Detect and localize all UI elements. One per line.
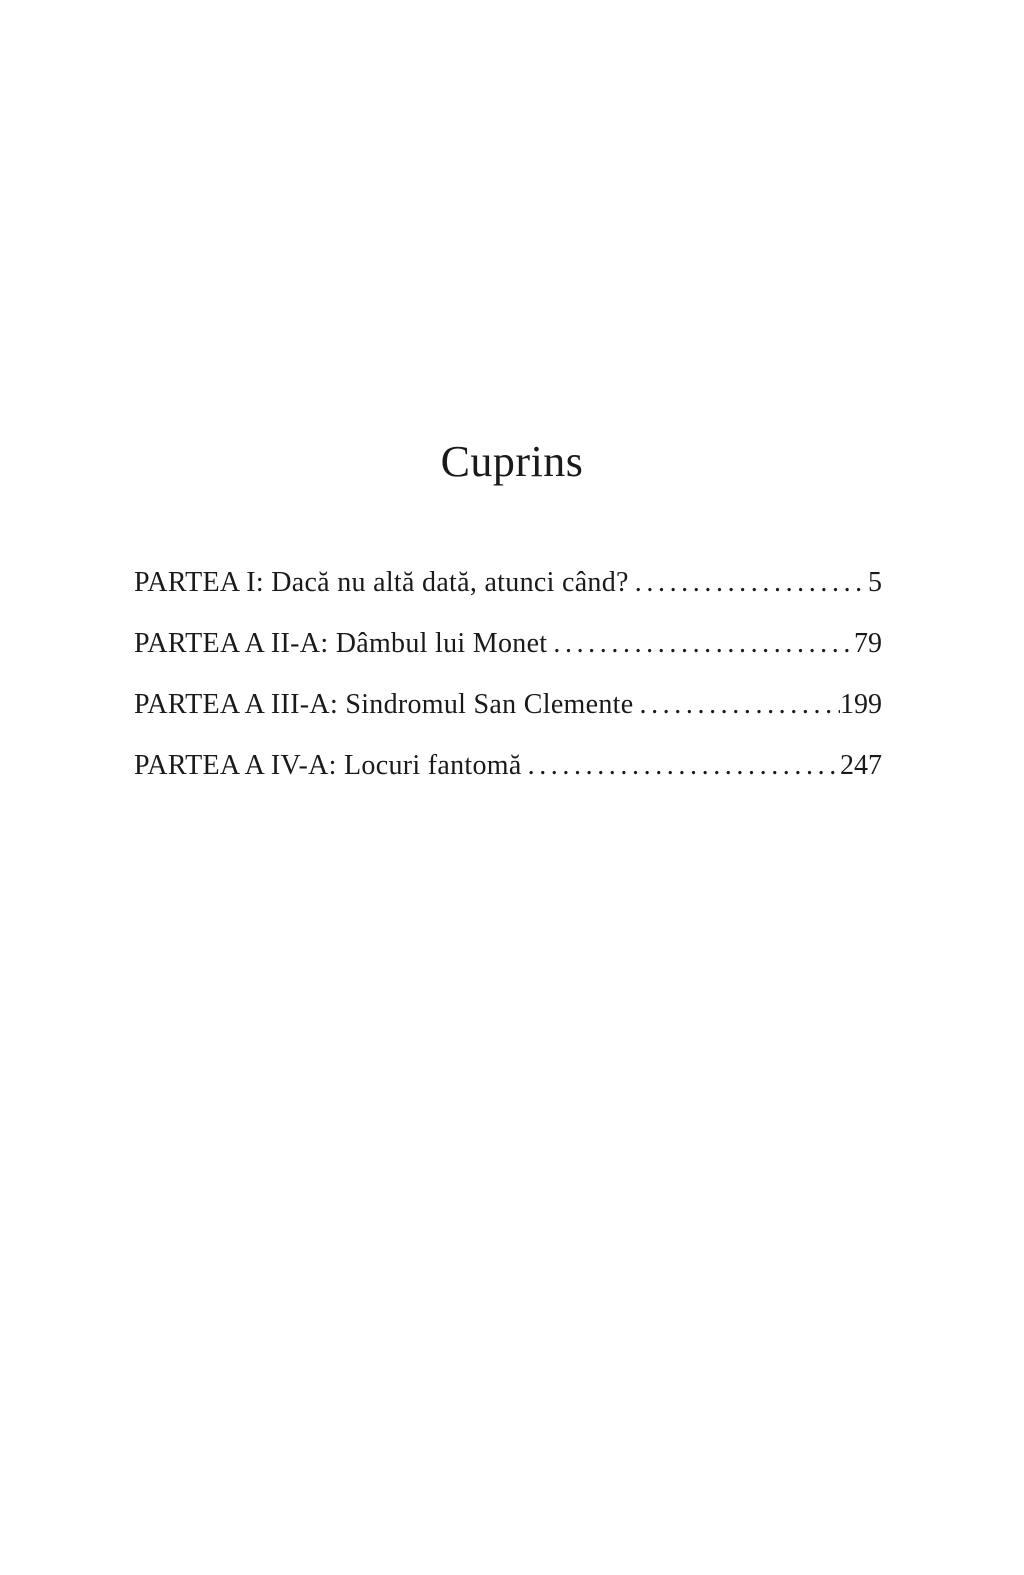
toc-entry-part-2	[134, 619, 882, 680]
toc-dot-leader	[629, 558, 868, 608]
toc-entry-label: PARTEA I: Dacă nu altă dată, atunci când?	[134, 567, 629, 598]
toc-dot-leader	[633, 680, 840, 730]
toc-page-number: 5	[868, 567, 882, 598]
toc-page-number: 199	[840, 689, 882, 720]
toc-entry-label: PARTEA A IV-A: Locuri fantomă	[134, 750, 522, 781]
toc-entry-part-1	[134, 558, 882, 619]
toc-entry-part-4	[134, 741, 882, 802]
table-of-contents	[134, 558, 882, 802]
page-title: Cuprins	[440, 437, 584, 486]
toc-dot-leader	[522, 741, 840, 791]
toc-page-number: 247	[840, 750, 882, 781]
toc-entry-part-3	[134, 680, 882, 741]
toc-dot-leader	[547, 619, 854, 669]
toc-entry-label: PARTEA A II-A: Dâmbul lui Monet	[134, 628, 548, 659]
toc-entry-label: PARTEA A III-A: Sindromul San Clemente	[134, 689, 634, 720]
toc-page-number: 79	[854, 628, 882, 659]
